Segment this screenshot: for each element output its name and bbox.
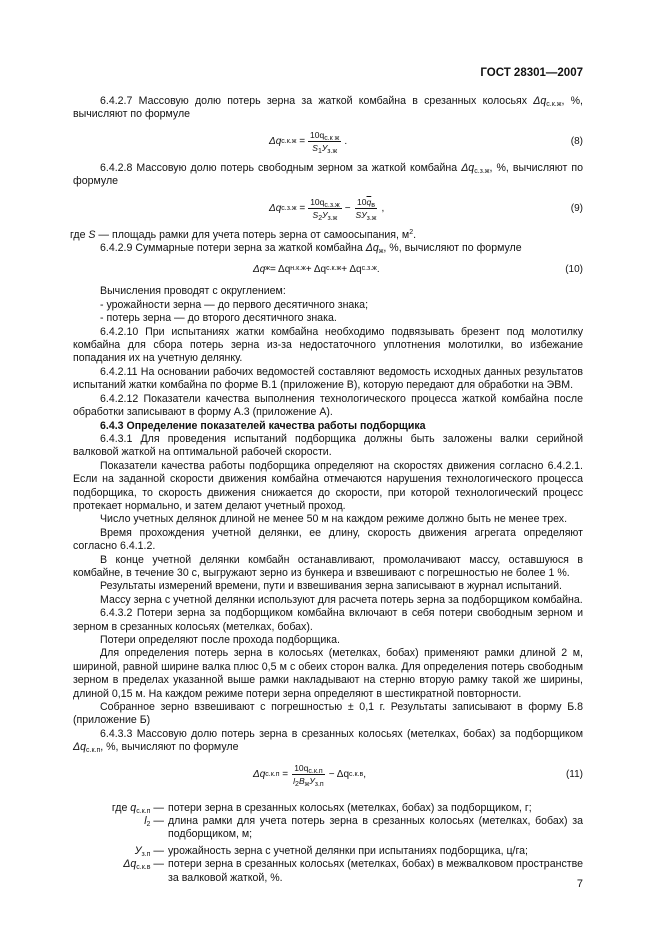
- symbol-definitions: [73, 802, 583, 885]
- where-s-definition: где S — площадь рамки для учета потерь зерна от самоосыпания, $м^2$.: [70, 228, 417, 241]
- rounding-list: [73, 299, 583, 326]
- section-title-6-4-3: 6.4.3 Определение показателей качества работы подборщика: [100, 419, 426, 432]
- paragraph-end-of-plot: В конце учетной делянки комбайн останавливают, промолачивают массу, оставшуюся в комбайне, в течение 30 с, выгружают зерно из бункера и взвешивают с погрешностью не более 1 %.: [73, 553, 583, 579]
- page-number: 7: [576, 878, 583, 890]
- equation-number-11: (11): [565, 768, 583, 780]
- definition-row: $У_{з.п}$ — урожайность зерна с учетной делянки при испытаниях подборщика, ц/га;: [134, 844, 528, 858]
- formula-11: Δq с.к.п = $\frac{10q_{с.к.п}}{l_2B_жУ_{з.п}}$ − Δq с.к.в , (11): [73, 758, 583, 792]
- paragraph-6-4-3-2: 6.4.3.2 Потери зерна за подборщиком комбайна включают в себя потери свободным зерном и зерном в срезанных колосьях (метелках, бобах).: [73, 607, 583, 633]
- paragraph-count: Число учетных делянок длиной не менее 50 м на каждом режиме должно быть не менее трех.: [100, 513, 568, 526]
- paragraph-results: Результаты измерений времени, пути и взвешивания зерна записывают в журнал испытаний.: [100, 580, 562, 593]
- formula-9: Δq с.з.ж = $\frac{10q_{с.з.ж}}{S_2У_{з.ж}}$ − $\frac{10\overline{q}_в}{SУ_{з.ж}}$ , (9): [73, 192, 583, 226]
- paragraph-after-pass: Потери определяют после прохода подборщика.: [100, 634, 340, 646]
- paragraph-6-4-3-3: 6.4.3.3 Массовую долю потерь зерна в срезанных колосьях (метелках, бобах) за подборщиком $\Delta q_{с.к.п}$, %, вычисляют по формуле: [73, 727, 583, 755]
- standard-header: ГОСТ 28301—2007: [480, 67, 583, 79]
- paragraph-6-4-2-12: 6.4.2.12 Показатели качества выполнения технологического процесса жаткой комбайна после обработки записывают в форму А.3 (приложение А).: [73, 392, 583, 419]
- paragraph-6-4-2-9: 6.4.2.9 Суммарные потери зерна за жаткой комбайна $\Delta q_ж$, %, вычисляют по формуле: [100, 242, 522, 256]
- paragraph-6-4-3-1: 6.4.3.1 Для проведения испытаний подборщика должны быть заложены валки серийной валковой жаткой на оптимальной рабочей скорости.: [73, 432, 583, 459]
- paragraph-time: Время прохождения учетной делянки, ее длину, скорость движения агрегата определяют согласно 6.4.1.2.: [73, 526, 583, 553]
- paragraph-6-4-2-11: 6.4.2.11 На основании рабочих ведомостей составляют ведомость исходных данных результатов испытаний жатки комбайна по форме В.1 (приложение В), которую передают для обработки на ЭВМ.: [73, 365, 583, 392]
- paragraph-weigh: Собранное зерно взвешивают с погрешностью ± 0,1 г. Результаты записывают в форму Б.8 (приложение Б): [73, 701, 583, 727]
- equation-number-9: (9): [570, 202, 583, 214]
- paragraph-mass: Массу зерна с учетной делянки используют для расчета потерь зерна за подборщиком комбайна.: [100, 593, 583, 606]
- paragraph-6-4-2-7: 6.4.2.7 Массовую долю потерь зерна за жаткой комбайна в срезанных колосьях $\Delta q_{с.к.ж}$, %, вычисляют по формуле: [73, 95, 583, 121]
- rounding-intro: Вычисления проводят с округлением:: [100, 285, 286, 298]
- paragraph-speed: Показатели качества работы подборщика определяют на скоростях движения согласно 6.4.2.1. Если на заданной скорости движения комбайна отмечаются нарушения технологического процесса подборщика, то скорость движения снижается до скорости, при которой технологический процесс протекает нормально, и затем делают учетный проход.: [73, 459, 583, 512]
- paragraph-6-4-2-8: 6.4.2.8 Массовую долю потерь свободным зерном за жаткой комбайна $\Delta q_{с.з.ж}$, %, вычисляют по формуле: [73, 161, 584, 188]
- definition-row: $\Delta q_{с.к.в}$ — потери зерна в срезанных колосьях (метелках, бобах) в межвалковом пространстве за валковой жаткой, %.: [123, 858, 583, 884]
- paragraph-6-4-2-10: 6.4.2.10 При испытаниях жатки комбайна необходимо подвязывать брезент под молотилку комбайна для сбора потерь зерна из-за недостаточного уплотнения молотилки, во избежание попадания их на учетную делянку.: [73, 325, 583, 365]
- equation-number-10: (10): [565, 263, 583, 275]
- definition-row: где $q_{с.к.п}$ — потери зерна в срезанных колосьях (метелках, бобах) за подборщиком, г;: [111, 801, 532, 815]
- formula-10: Δq ж = Δq н.к.ж + Δq с.к.ж + Δq с.з.ж . (10): [73, 258, 583, 280]
- equation-number-8: (8): [570, 136, 583, 148]
- paragraph-frames: Для определения потерь зерна в колосьях (метелках, бобах) применяют рамки длиной 2 м, шириной, равной ширине валка плюс 0,5 м с обеих сторон валка. Для определения потерь свободным зерном в пределах указанной выше рамки накладывают на стерню вторую рамку такой же ширины, длиной 0,15 м. На каждом режиме потери зерна определяют в шестикратной повторности.: [73, 647, 583, 700]
- definition-row: $l_2$ — длина рамки для учета потерь зерна в срезанных колосьях (метелках, бобах) за подборщиком, м;: [144, 815, 583, 841]
- document-body: [70, 95, 584, 885]
- formula-8: Δq с.к.ж = $\frac{10q_{с.к ж}}{S_1У_{з.ж}}$ . (8): [73, 125, 583, 159]
- list-item: - урожайности зерна — до первого десятичного знака;: [100, 298, 369, 311]
- list-item: - потерь зерна — до второго десятичного знака.: [100, 312, 337, 325]
